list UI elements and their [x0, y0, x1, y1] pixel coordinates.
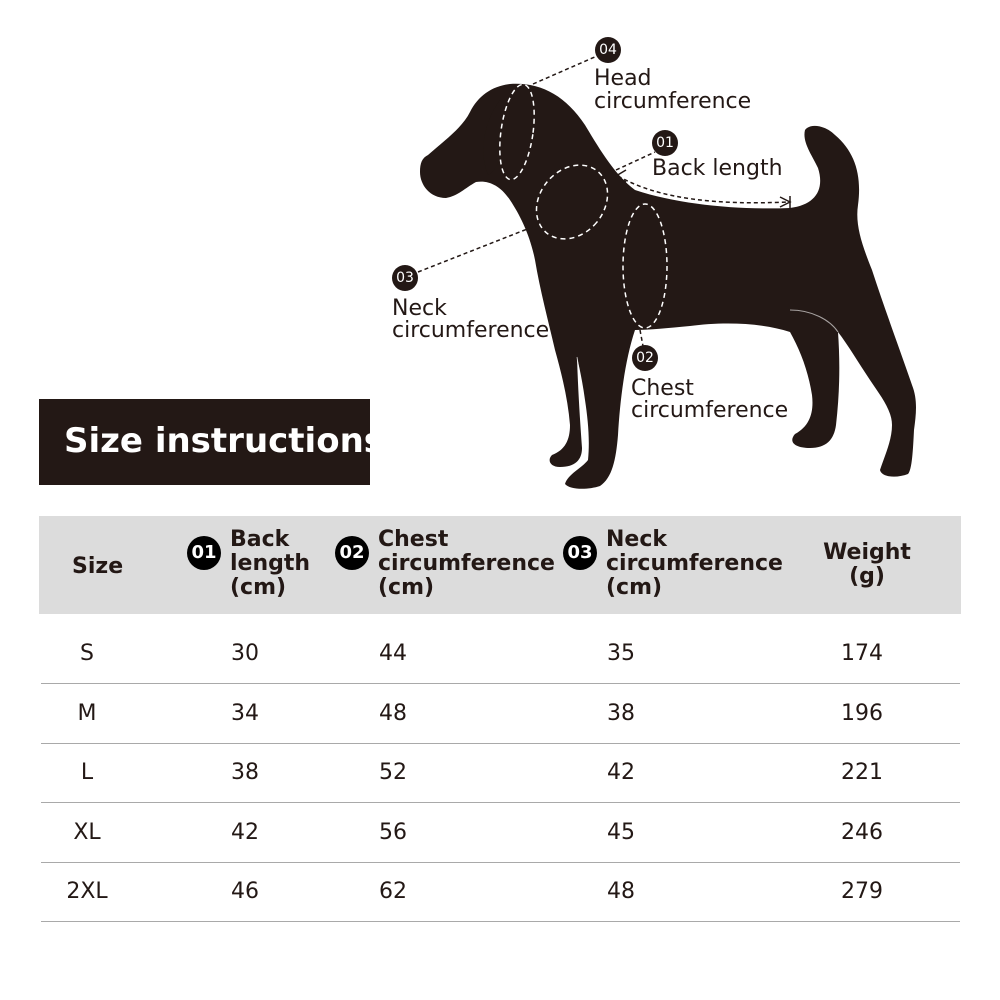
table-row — [41, 624, 960, 684]
size-cell: S — [80, 641, 94, 666]
weight-cell: 196 — [841, 700, 883, 726]
header-text-line: Neck — [606, 527, 668, 552]
header-text-line: Chest — [378, 527, 449, 552]
row-divider — [41, 921, 960, 922]
weight-cell: 174 — [841, 641, 883, 666]
header-text-line: (g) — [849, 564, 885, 589]
neck-cell: 35 — [607, 641, 635, 666]
header-text-line: Weight — [823, 540, 911, 565]
weight-cell: 221 — [841, 760, 883, 785]
header-text-line: (cm) — [230, 575, 287, 600]
header-back-length — [230, 528, 310, 600]
back-length-cell: 30 — [231, 641, 259, 666]
back-leader-line — [616, 152, 655, 170]
neck-cell: 38 — [607, 700, 635, 726]
chest-leader-line — [640, 330, 643, 346]
size-cell: M — [77, 700, 97, 726]
neck-badge: 03 — [392, 265, 418, 291]
header-weight — [823, 541, 911, 589]
neck-cell: 42 — [607, 760, 635, 785]
table-row — [41, 803, 960, 863]
header-text-line: circumference — [378, 551, 555, 576]
table-row — [41, 862, 960, 922]
size-cell: XL — [73, 819, 101, 845]
size-cell: 2XL — [66, 879, 108, 904]
header-neck-badge: 03 — [563, 536, 597, 570]
header-text-line: (cm) — [606, 575, 663, 600]
table-row — [41, 684, 960, 744]
head-leader-line — [533, 56, 597, 84]
neck-label-line1: Neck — [392, 296, 447, 321]
back-length-cell: 46 — [231, 879, 259, 904]
title-banner — [39, 399, 385, 485]
header-text-line: length — [230, 551, 311, 576]
back-label-line1: Back length — [652, 156, 783, 181]
head-label-line2: circumference — [594, 89, 752, 114]
size-cell: L — [80, 760, 94, 785]
head-badge: 04 — [595, 37, 621, 63]
chest-cell: 52 — [379, 760, 407, 785]
chest-badge: 02 — [632, 345, 658, 371]
header-size-text: Size — [72, 554, 124, 579]
chest-cell: 56 — [379, 819, 407, 845]
header-text-line: circumference — [606, 551, 783, 576]
neck-cell: 48 — [607, 879, 635, 904]
table-header — [39, 516, 961, 614]
chest-cell: 44 — [379, 641, 407, 666]
table-row — [41, 743, 960, 803]
neck-label-line2: circumference — [392, 318, 550, 343]
chest-cell: 62 — [379, 879, 407, 904]
head-label-line1: Head — [594, 66, 652, 91]
chest-label-line1: Chest — [631, 376, 694, 401]
header-chest-circumference — [378, 528, 555, 600]
header-text-line: (cm) — [378, 575, 435, 600]
header-back-badge: 01 — [187, 536, 221, 570]
neck-leader-line — [418, 224, 540, 272]
chest-cell: 48 — [379, 700, 407, 726]
back-length-cell: 34 — [231, 700, 259, 726]
header-neck-circumference — [606, 528, 783, 600]
back-length-cell: 38 — [231, 760, 259, 785]
weight-cell: 279 — [841, 879, 883, 904]
neck-cell: 45 — [607, 819, 635, 845]
chest-label-line2: circumference — [631, 398, 789, 423]
header-chest-badge: 02 — [335, 536, 369, 570]
back-badge: 01 — [652, 130, 678, 156]
page-title: Size instructions — [64, 421, 385, 461]
back-length-cell: 42 — [231, 819, 259, 845]
weight-cell: 246 — [841, 819, 883, 845]
header-size — [72, 555, 123, 579]
header-text-line: Back — [230, 527, 290, 552]
